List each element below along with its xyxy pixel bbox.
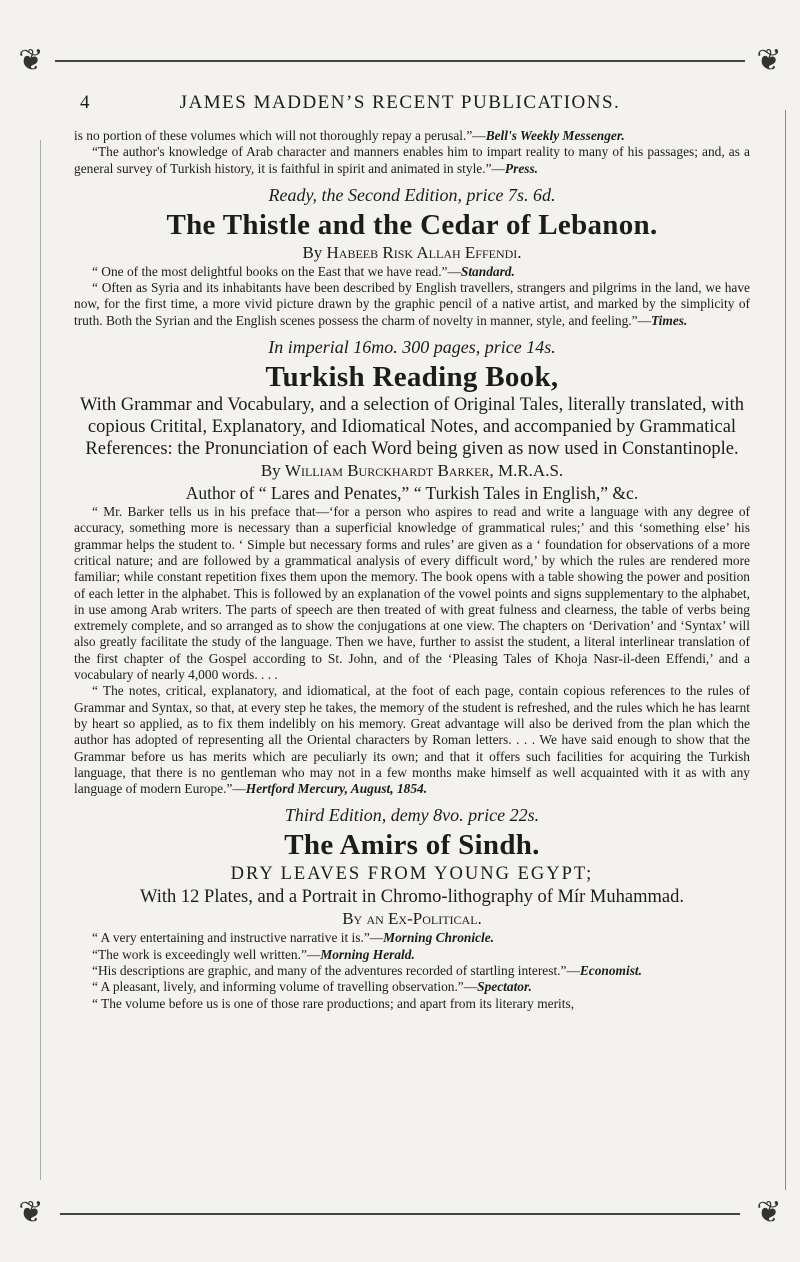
review-quote: “ The volume before us is one of those rare productions; and apart from its literary merits, (92, 995, 575, 1011)
page-edge-line (40, 140, 41, 1180)
review-quote: “ The notes, critical, explanatory, and idiomatical, at the foot of each page, contain copious references to the rules of Grammar and Syntax, so that, at every step he takes, the memory of the student is refreshed, and the rules which he has learnt by heart so applied, as to fix them indelibly on his memory. Great advantage will also be derived from the plan which the author has adopted of representing all the Oriental characters by Roman letters. . . . We have said enough to show that the Grammar before us has merits which are peculiarly its own; and that it offers such facilities for acquiring the Turkish language, that there is no gentleman who may not in a few months make himself as well acquainted with it as with any language of modern Europe.”—Hertford Mercury, August, 1854. (74, 683, 750, 797)
review-quote: “The author's knowledge of Arab character and manners enables him to impart reality to many of his passages; and, as a general survey of Turkish history, it is faithful in spirit and animated in style.”—Press. (74, 144, 750, 176)
book-title: The Thistle and the Cedar of Lebanon. (166, 208, 658, 241)
review-quote: “His descriptions are graphic, and many of the adventures recorded of startling interest.”—Economist. (92, 963, 642, 979)
running-head: JAMES MADDEN’S RECENT PUBLICATIONS. (179, 92, 621, 113)
author-line: By an Ex-Political. (342, 909, 482, 929)
book-subtitle: With Grammar and Vocabulary, and a selection of Original Tales, literally translated, with copious Critital, Explanatory, and Idiomatical Notes, and accompanied by Grammatical References: the Pronunciation of each Word being given as now used in Constantinople. (79, 395, 745, 460)
book-subtitle-caps: DRY LEAVES FROM YOUNG EGYPT; (230, 864, 594, 885)
header-rule (55, 60, 745, 62)
author-line: By William Burckhardt Barker, M.R.A.S. (260, 461, 564, 481)
review-quote: “ A very entertaining and instructive narrative it is.”—Morning Chronicle. (92, 930, 495, 946)
floral-ornament-icon: ❦ (756, 1196, 782, 1229)
page-edge-line (785, 110, 786, 1190)
continued-paragraph: is no portion of these volumes which will not thoroughly repay a perusal.”—Bell's Weekly Messenger. (74, 128, 625, 143)
footer-rule (60, 1213, 740, 1215)
review-quote: “ A pleasant, lively, and informing volume of travelling observation.”—Spectator. (92, 979, 532, 995)
page-number: 4 (80, 92, 90, 113)
author-of-line: Author of “ Lares and Penates,” “ Turkish Tales in English,” &c. (185, 483, 639, 504)
main-content (74, 128, 750, 1012)
floral-ornament-icon: ❦ (18, 44, 44, 77)
review-quote: “ Often as Syria and its inhabitants have been described by English travellers, strangers and pilgrims in the land, we have now, for the first time, a more vivid picture drawn by the graphic pencil of a native artist, and marked by the simplicity of truth. Both the Syrian and the English scenes possess the charm of novelty in manner, style, and feeling.”—Times. (74, 280, 750, 328)
book-subtitle: With 12 Plates, and a Portrait in Chromo-lithography of Mír Muhammad. (140, 887, 684, 908)
edition-line: In imperial 16mo. 300 pages, price 14s. (268, 337, 556, 358)
floral-ornament-icon: ❦ (18, 1196, 44, 1229)
book-title: Turkish Reading Book, (265, 361, 559, 394)
review-quote: “ Mr. Barker tells us in his preface that—‘for a person who aspires to read and write a language with any degree of accuracy, something more is necessary than a superficial knowledge of grammatical rules;’ and this ‘something else’ his grammar helps the student to. ‘ Simple but necessary forms and rules’ are given as a ‘ foundation for observations of a more critical nature; and are followed by a grammatical analysis of every difficult word,’ by which the rules are rendered more familiar; while constant repetition fixes them upon the memory. The book opens with a table showing the power and position of each letter in the alphabet. This is followed by an explanation of the vowel points and signs supplementary to the alphabet, in use among Arab writers. The parts of speech are then treated of with great fulness and clearness, the table of verbs being extremely complete, and so arranged as to show the conjugations at one view. The chapters on ‘Derivation’ and ‘Syntax’ will also greatly facilitate the study of the language. Then we have, further to assist the student, a literal interlinear translation of the first chapter of the Gospel according to St. John, and of the ‘Pleasing Tales of Khoja Nasr-il-deen Effendi,’ and a vocabulary of nearly 4,000 words. . . . (74, 504, 750, 683)
review-quote: “ One of the most delightful books on the East that we have read.”—Standard. (92, 263, 515, 279)
review-quote: “The work is exceedingly well written.”—Morning Herald. (92, 946, 415, 962)
book-title: The Amirs of Sindh. (284, 829, 540, 862)
edition-line: Third Edition, demy 8vo. price 22s. (284, 805, 540, 826)
author-line: By Habeeb Risk Allah Effendi. (302, 242, 522, 262)
floral-ornament-icon: ❦ (756, 44, 782, 77)
edition-line: Ready, the Second Edition, price 7s. 6d. (268, 184, 556, 205)
